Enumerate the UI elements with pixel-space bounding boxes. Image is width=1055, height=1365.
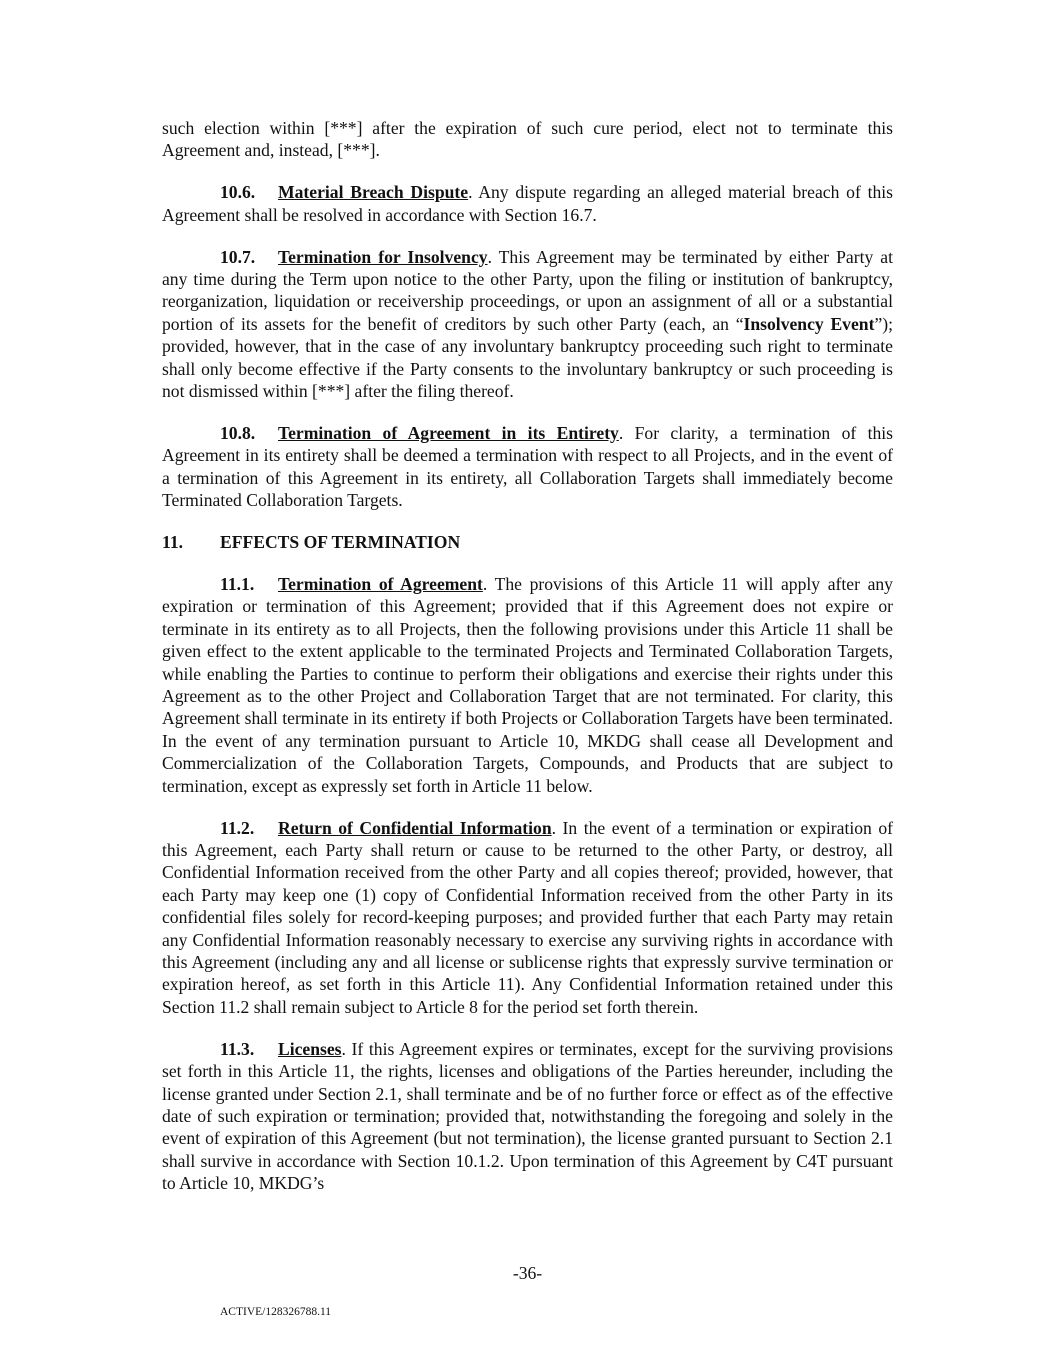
section-body: . This Agreement may be terminated by either Party at any time during the Term upon notice to the other Party, upon the filing or institution of bankruptcy, reorganization, liquidation or receivership proceedings, or upon an assignment of all or a substantial portion of its assets for the benefit of creditors by such other Party (each, an “ xyxy=(162,246,893,334)
section-body: . For clarity, a termination of this Agreement in its entirety shall be deemed a termination with respect to all Projects, and in the event of a termination of this Agreement in its entirety, all Collaboration Targets shall immediately become Terminated Collaboration Targets. xyxy=(162,422,893,511)
section-title: Return of Confidential Information xyxy=(278,817,552,838)
page-number: -36- xyxy=(512,1263,543,1283)
section-body: . If this Agreement expires or terminates, except for the surviving provisions set forth in this Article 11, the rights, licenses and obligations of the Parties hereunder, including the license granted under Section 2.1, shall terminate and be of no further force or effect as of the effective date of such expiration or termination; provided that, notwithstanding the foregoing and solely in the event of expiration of this Agreement (but not termination), the license granted pursuant to Section 2.1 shall survive in accordance with Section 10.1.2. Upon termination of this Agreement by C4T pursuant to Article 10, MKDG’s xyxy=(162,1038,893,1194)
continuation-text: such election within [***] after the expiration of such cure period, elect not to terminate this Agreement and, instead, [***]. xyxy=(162,118,893,161)
section-number: 11.1. xyxy=(220,574,255,594)
section-title: Termination of Agreement xyxy=(278,574,483,594)
section-10-7 xyxy=(162,246,893,403)
section-11-1 xyxy=(162,573,893,797)
section-10-8 xyxy=(162,422,893,512)
section-number: 11.2. xyxy=(220,817,255,838)
section-number: 10.8. xyxy=(220,422,256,443)
section-number: 10.7. xyxy=(220,246,256,267)
document-id: ACTIVE/128326788.11 xyxy=(220,1306,332,1318)
section-body-continued: ”); provided, however, that in the case of any involuntary bankruptcy proceeding such right to terminate shall only become effective if the Party consents to the involuntary bankruptcy or such proceeding is not dismissed within [***] after the filing thereof. xyxy=(162,313,893,402)
section-11-2 xyxy=(162,817,893,1019)
section-title: Termination of Agreement in its Entirety xyxy=(278,422,619,443)
section-number: 10.6. xyxy=(220,182,256,203)
section-body: . In the event of a termination or expiration of this Agreement, each Party shall return or cause to be returned to the other Party, or destroy, all Confidential Information received from the other Party and all copies thereof; provided, however, that each Party may keep one (1) copy of Confidential Information received from the other Party in its confidential files solely for record-keeping purposes; and provided further that each Party may retain any Confidential Information reasonably necessary to exercise any surviving rights in accordance with this Agreement (including any and all license or sublicense rights that expressly survive termination or expiration hereof, as set forth in this Article 11). Any Confidential Information retained under this Section 11.2 shall remain subject to Article 8 for the period set forth therein. xyxy=(162,817,893,1017)
article-11-heading xyxy=(162,531,893,553)
document-page xyxy=(162,117,893,1214)
section-body: . Any dispute regarding an alleged material breach of this Agreement shall be resolved in accordance with Section 16.7. xyxy=(162,182,893,225)
article-title: EFFECTS OF TERMINATION xyxy=(220,532,461,553)
section-10-6 xyxy=(162,181,893,226)
article-number: 11. xyxy=(162,532,184,553)
section-body: . The provisions of this Article 11 will apply after any expiration or termination of this Agreement; provided that if this Agreement does not expire or terminate in its entirety as to all Projects, then the following provisions under this Article 11 shall be given effect to the extent applicable to the terminated Projects and Terminated Collaboration Targets, while enabling the Parties to continue to perform their obligations and exercise their rights under this Agreement as to the other Project and Collaboration Target that are not terminated. For clarity, this Agreement shall terminate in its entirety if both Projects or Collaboration Targets have been terminated. In the event of any termination pursuant to Article 10, MKDG shall cease all Development and Commercialization of the Collaboration Targets, Compounds, and Products that are subject to termination, except as expressly set forth in Article 11 below. xyxy=(162,574,893,796)
section-title: Material Breach Dispute xyxy=(278,182,469,203)
section-title: Termination for Insolvency xyxy=(278,246,488,267)
continuation-paragraph xyxy=(162,117,893,162)
section-title: Licenses xyxy=(278,1038,342,1059)
section-number: 11.3. xyxy=(220,1038,255,1059)
defined-term: Insolvency Event xyxy=(743,313,875,334)
section-11-3 xyxy=(162,1038,893,1195)
